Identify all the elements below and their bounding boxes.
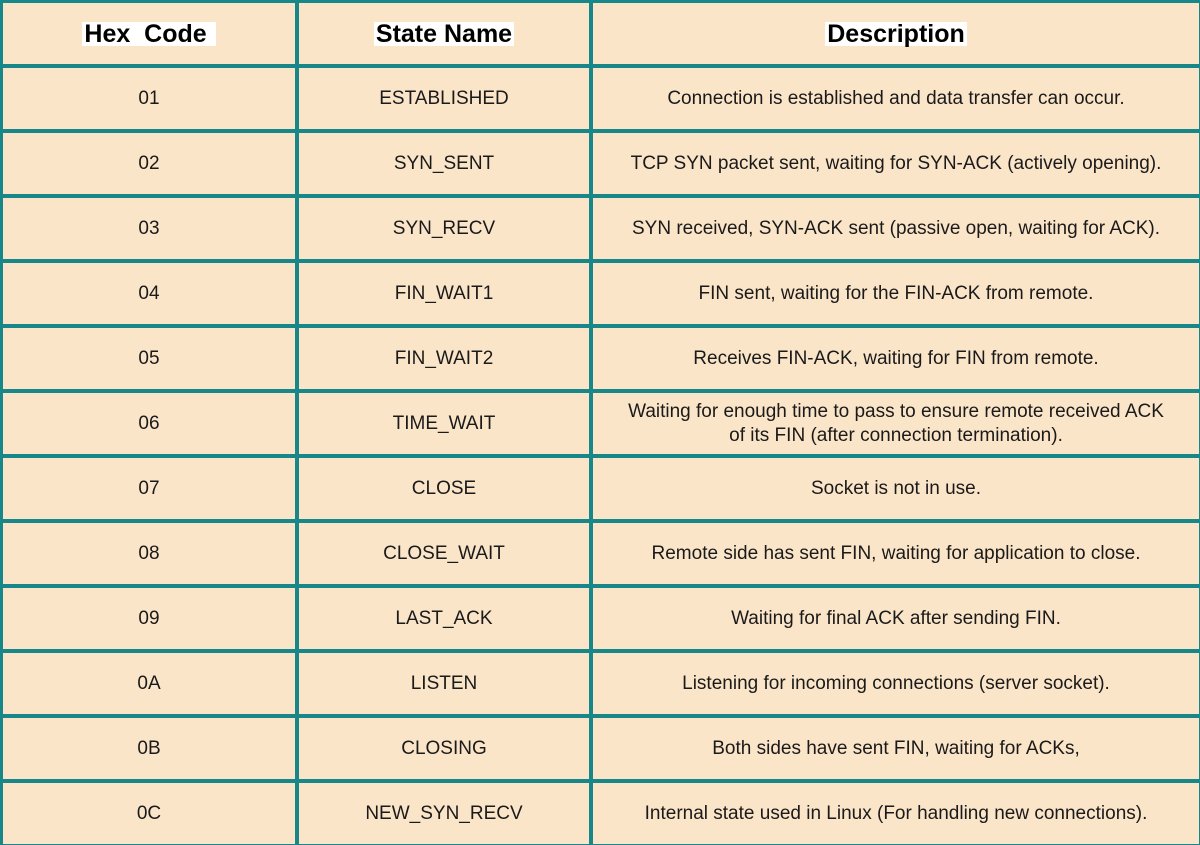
cell-description: Both sides have sent FIN, waiting for ACKs, [593, 718, 1199, 779]
cell-state: NEW_SYN_RECV [299, 783, 589, 844]
cell-hex: 0C [3, 783, 295, 844]
cell-hex: 06 [3, 393, 295, 454]
header-state-name [299, 3, 589, 64]
cell-state: FIN_WAIT2 [299, 328, 589, 389]
header-description-label: Description [827, 19, 965, 48]
cell-state: FIN_WAIT1 [299, 263, 589, 324]
cell-hex: 0B [3, 718, 295, 779]
cell-description: Socket is not in use. [593, 458, 1199, 519]
cell-description: Remote side has sent FIN, waiting for application to close. [593, 523, 1199, 584]
header-hex-code-label: Hex Code [84, 19, 214, 48]
cell-description: Waiting for enough time to pass to ensure remote received ACK of its FIN (after connection termination). [593, 393, 1199, 454]
cell-description: Receives FIN-ACK, waiting for FIN from remote. [593, 328, 1199, 389]
cell-state: TIME_WAIT [299, 393, 589, 454]
cell-state: ESTABLISHED [299, 68, 589, 129]
table-grid [3, 3, 1200, 845]
cell-hex: 0A [3, 653, 295, 714]
cell-description: FIN sent, waiting for the FIN-ACK from remote. [593, 263, 1199, 324]
cell-state: CLOSE [299, 458, 589, 519]
cell-hex: 02 [3, 133, 295, 194]
cell-description: Waiting for final ACK after sending FIN. [593, 588, 1199, 649]
cell-description: Listening for incoming connections (server socket). [593, 653, 1199, 714]
cell-hex: 01 [3, 68, 295, 129]
cell-state: SYN_RECV [299, 198, 589, 259]
cell-state: SYN_SENT [299, 133, 589, 194]
cell-hex: 04 [3, 263, 295, 324]
header-state-name-label: State Name [375, 19, 513, 48]
cell-description: Connection is established and data transfer can occur. [593, 68, 1199, 129]
header-description [593, 3, 1199, 64]
cell-hex: 07 [3, 458, 295, 519]
cell-description: SYN received, SYN-ACK sent (passive open, waiting for ACK). [593, 198, 1199, 259]
cell-description: TCP SYN packet sent, waiting for SYN-ACK (actively opening). [593, 133, 1199, 194]
cell-hex: 08 [3, 523, 295, 584]
cell-state: CLOSING [299, 718, 589, 779]
cell-state: CLOSE_WAIT [299, 523, 589, 584]
cell-state: LISTEN [299, 653, 589, 714]
cell-hex: 09 [3, 588, 295, 649]
cell-hex: 05 [3, 328, 295, 389]
cell-description: Internal state used in Linux (For handling new connections). [593, 783, 1199, 844]
header-hex-code [3, 3, 295, 64]
cell-state: LAST_ACK [299, 588, 589, 649]
cell-hex: 03 [3, 198, 295, 259]
